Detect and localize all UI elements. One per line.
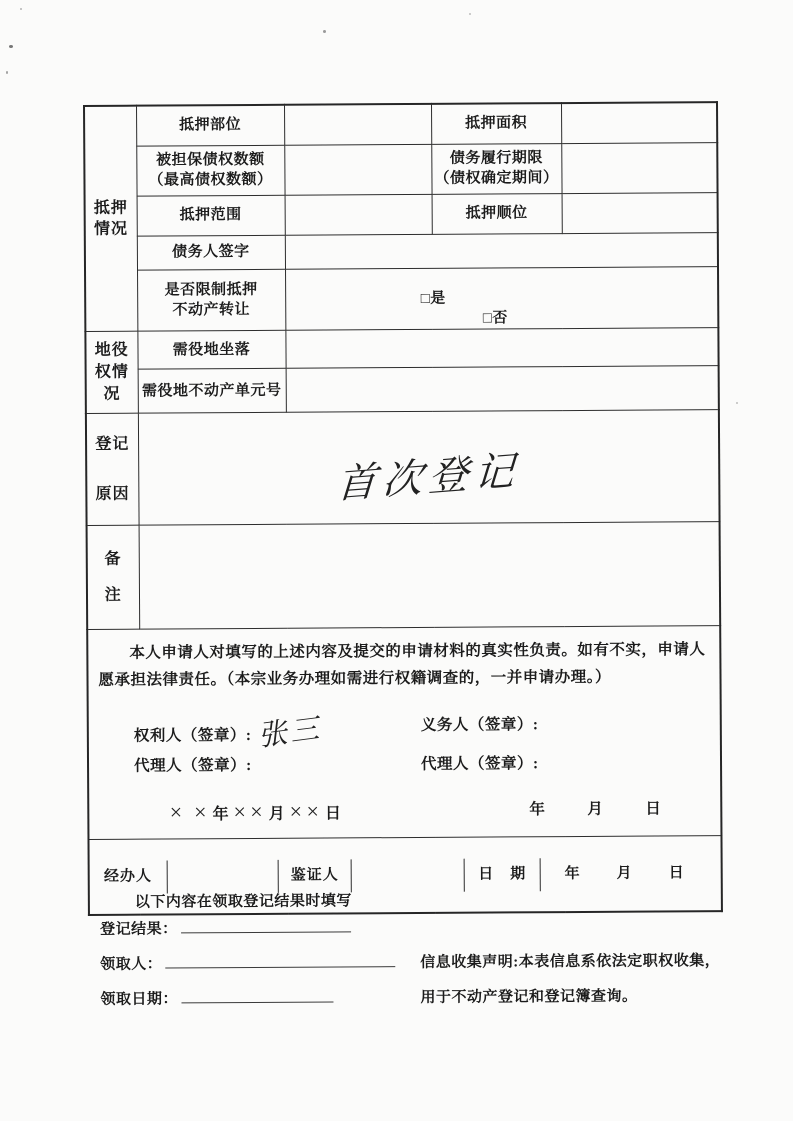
agent-right-label: 代理人（签章）: xyxy=(420,755,539,774)
restrict-transfer-label: 是否限制抵押 不动产转让 xyxy=(137,269,285,332)
pickup-date-line xyxy=(100,986,333,1008)
mortgage-area-label: 抵押面积 xyxy=(431,103,561,144)
handwritten-reason: 首次登记 xyxy=(335,447,522,507)
debt-period-label: 债务履行期限 （债权确定期间） xyxy=(431,143,561,194)
scan-speck xyxy=(20,8,22,10)
debtor-signature-value xyxy=(285,232,718,269)
recipient-blank xyxy=(165,951,395,968)
restrict-yes-label: 是 xyxy=(430,290,446,307)
year-label: 年 xyxy=(212,806,230,824)
scan-speck xyxy=(9,45,13,48)
mortgage-scope-label: 抵押范围 xyxy=(137,195,285,236)
recipient-label: 领取人： xyxy=(100,956,163,973)
scan-speck xyxy=(6,71,8,74)
blank-month-label: 月 xyxy=(587,801,604,819)
obligor-label: 义务人（签章）: xyxy=(420,716,539,735)
right-holder-signature-row xyxy=(134,712,322,752)
mortgage-rank-label: 抵押顺位 xyxy=(432,193,562,234)
easement-section-header: 地役 权情 况 xyxy=(85,331,137,413)
footer-date-value xyxy=(541,857,721,891)
pickup-date-label: 领取日期： xyxy=(100,991,179,1008)
restrict-transfer-options xyxy=(285,266,718,330)
mortgage-rank-value xyxy=(562,192,718,233)
registration-result-line xyxy=(100,916,351,939)
scan-speck xyxy=(323,30,326,33)
handwritten-month-x: ×× xyxy=(231,799,266,825)
recipient-line xyxy=(100,951,395,974)
blank-year-label: 年 xyxy=(529,801,546,819)
handwritten-year-x: × × xyxy=(168,799,210,825)
mortgage-part-label: 抵押部位 xyxy=(136,105,284,146)
declaration-text: 本人申请人对填写的上述内容及提交的申请材料的真实性负责。如有不实，申请人愿承担法律责任。（本宗业务办理如需进行权籍调查的，一并申请办理。） xyxy=(98,641,706,690)
day-label: 日 xyxy=(324,805,342,823)
dominant-land-unit-value xyxy=(286,366,719,413)
witness-value xyxy=(352,858,465,892)
checkbox-no-icon: □ xyxy=(482,310,493,327)
pickup-instruction: 以下内容在领取登记结果时填写 xyxy=(134,893,352,911)
restrict-no-label: 否 xyxy=(492,310,508,327)
scanned-form-sheet xyxy=(83,101,722,1065)
registration-reason-header: 登记 原因 xyxy=(86,413,139,525)
declaration-cell xyxy=(87,626,721,840)
remarks-header: 备 注 xyxy=(87,525,140,629)
witness-label: 鉴证人 xyxy=(279,859,352,892)
info-collection-notice-line1: 信息收集声明:本表信息系依法定职权收集， xyxy=(420,953,721,971)
mortgage-section-header: 抵押 情况 xyxy=(84,106,137,332)
handler-label: 经办人 xyxy=(90,860,168,893)
right-holder-signature: 张三 xyxy=(255,713,324,753)
footer-date-label: 日 期 xyxy=(465,858,541,891)
registration-result-label: 登记结果： xyxy=(99,921,178,938)
footer-day-label: 日 xyxy=(668,865,685,882)
blank-day-label: 日 xyxy=(645,800,662,818)
agent-left-label: 代理人（签章）: xyxy=(133,757,252,775)
blank-date xyxy=(529,800,661,822)
scan-speck xyxy=(736,402,738,404)
footer-cells xyxy=(90,857,721,894)
footer-month-label: 月 xyxy=(616,865,633,882)
handwritten-day-x: ×× xyxy=(288,798,323,825)
mortgage-scope-value xyxy=(285,194,432,235)
debtor-signature-label: 债务人签字 xyxy=(137,235,285,270)
handler-value xyxy=(167,859,279,893)
scan-speck xyxy=(469,13,471,15)
pickup-date-blank xyxy=(181,986,333,1003)
checkbox-yes-icon: □ xyxy=(420,290,431,307)
footer-year-label: 年 xyxy=(564,865,581,882)
handwritten-date xyxy=(165,797,341,828)
restrict-no-option xyxy=(483,310,508,326)
secured-amount-label: 被担保债权数额 （最高债权数额） xyxy=(136,145,284,196)
dominant-land-unit-label: 需役地不动产单元号 xyxy=(138,369,286,414)
mortgage-part-value xyxy=(284,104,431,145)
registration-result-blank xyxy=(180,916,350,933)
dominant-land-location-value xyxy=(285,328,718,369)
month-label: 月 xyxy=(268,806,286,824)
debt-period-value xyxy=(561,142,717,193)
remarks-value xyxy=(139,522,721,630)
secured-amount-value xyxy=(284,144,431,195)
right-holder-label: 权利人（签章）: xyxy=(133,727,252,745)
restrict-yes-option xyxy=(421,291,446,307)
registration-form-table xyxy=(83,101,723,916)
info-collection-notice-line2: 用于不动产登记和登记簿查询。 xyxy=(420,988,638,1006)
dominant-land-location-label: 需役地坐落 xyxy=(137,331,285,370)
mortgage-area-value xyxy=(561,102,717,143)
registration-reason-value xyxy=(138,410,720,526)
